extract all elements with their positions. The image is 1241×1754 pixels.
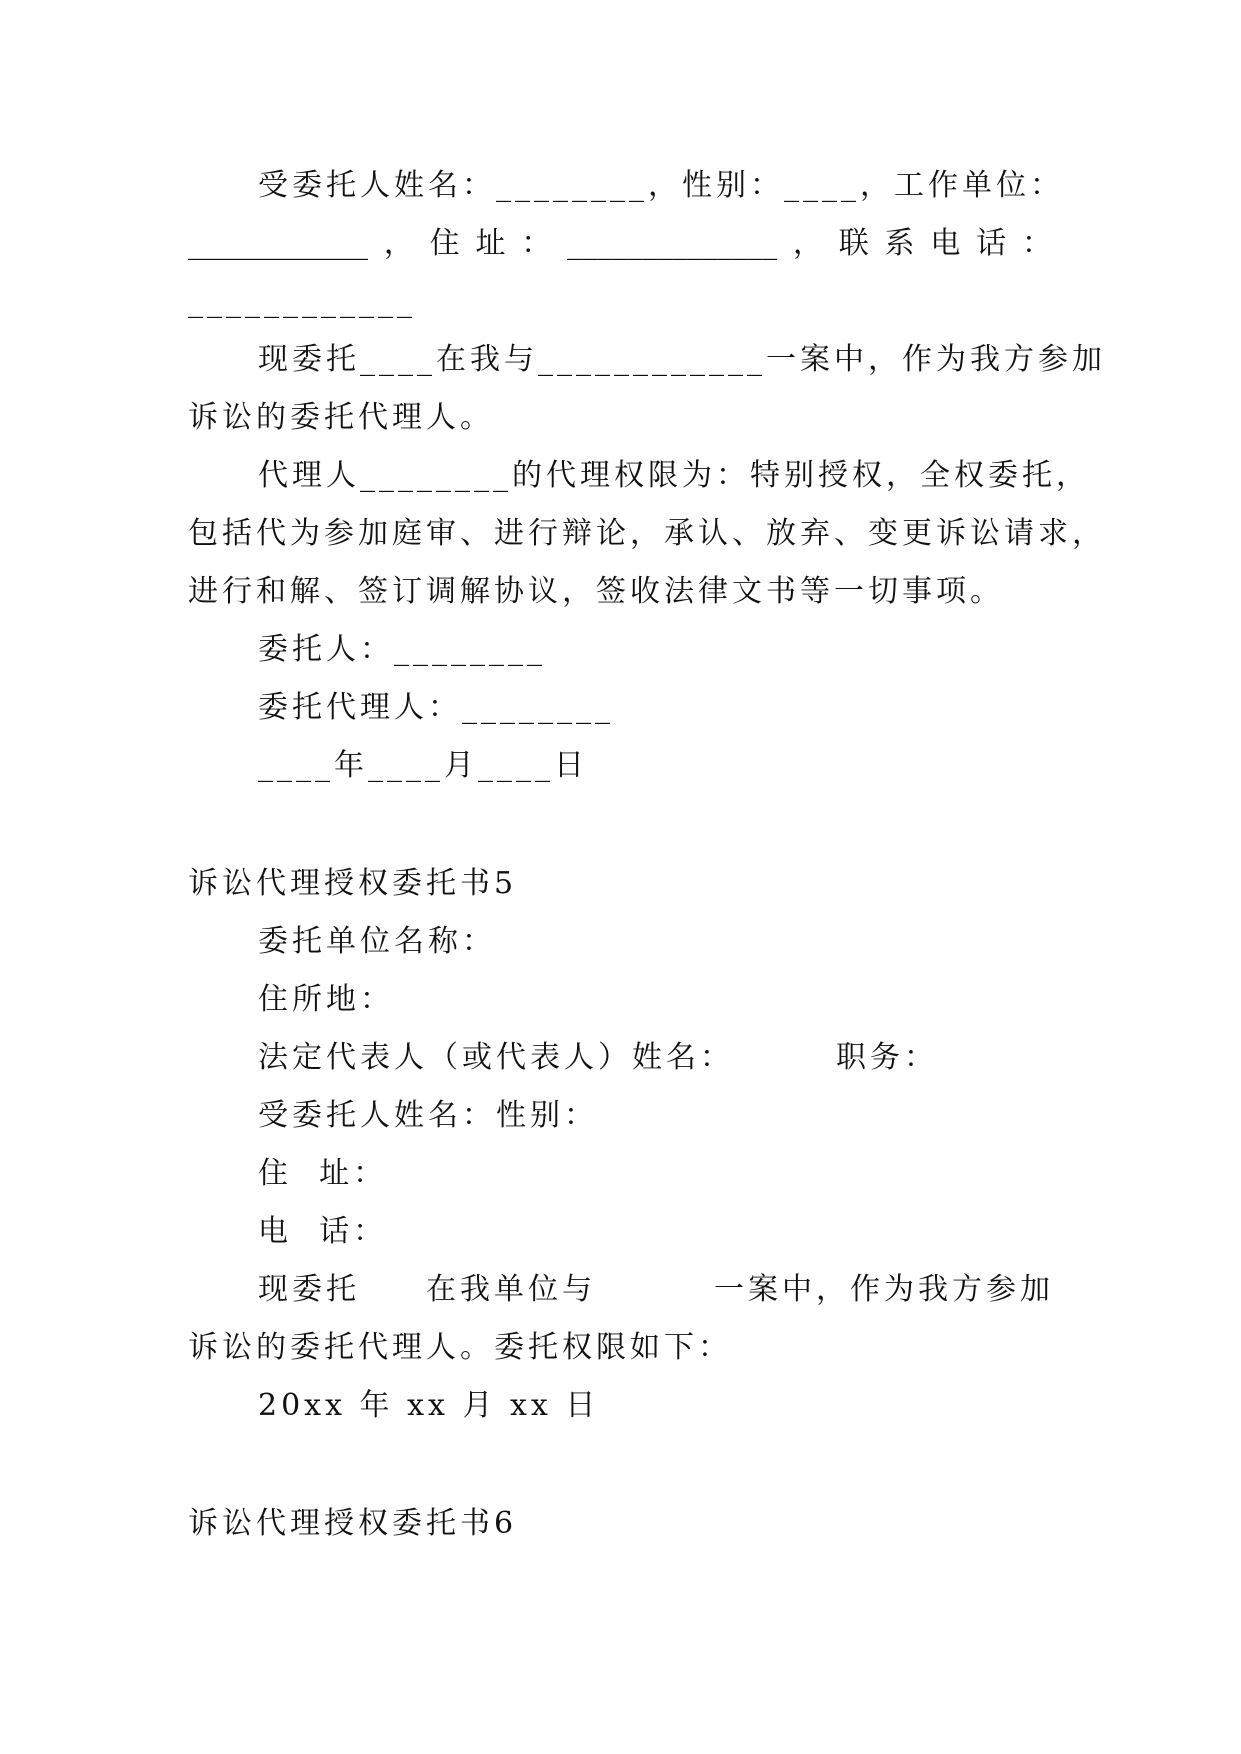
agent-line: 委托代理人：________ xyxy=(258,690,614,725)
scope-line-3: 进行和解、签订调解协议，签收法律文书等一切事项。 xyxy=(188,574,1004,609)
colon: ： xyxy=(1021,226,1052,261)
phone-char-4: 话 xyxy=(976,226,1007,261)
principal-line: 委托人：________ xyxy=(258,632,546,667)
phone-char-1: 联 xyxy=(838,226,869,261)
date-line: 20xx 年 xx 月 xx 日 xyxy=(258,1388,600,1423)
phone-char-2: 系 xyxy=(884,226,915,261)
address-char-2: 址 xyxy=(475,226,506,261)
comma: ， xyxy=(792,226,823,261)
comma: ， xyxy=(383,226,414,261)
agent-name-gender-line: 受委托人姓名：性别： xyxy=(258,1098,598,1133)
section-5-heading: 诉讼代理授权委托书5 xyxy=(188,866,518,901)
address-blank: ______________ xyxy=(567,226,778,261)
agent-address-line: 住 址： xyxy=(258,1156,388,1191)
intro-line-2 xyxy=(188,224,1052,264)
phone-char-3: 电 xyxy=(930,226,961,261)
unit-name-line: 委托单位名称： xyxy=(258,924,496,959)
phone-line: 电 话： xyxy=(258,1214,388,1249)
entrust-part-a: 现委托 xyxy=(258,1272,360,1307)
entrust-line-1: 现委托____在我与____________一案中，作为我方参加 xyxy=(258,342,1106,377)
date-blank-line: ____年____月____日 xyxy=(258,748,588,783)
colon: ： xyxy=(521,226,552,261)
intro-line-1: 受委托人姓名：________，性别：____，工作单位： xyxy=(258,168,1064,203)
entrust-part-b: 在我单位与 xyxy=(426,1272,596,1307)
entrust-part-c: 一案中，作为我方参加 xyxy=(714,1272,1054,1307)
scope-line-2: 包括代为参加庭审、进行辩论，承认、放弃、变更诉讼请求， xyxy=(188,516,1106,551)
scope-line-1: 代理人________的代理权限为：特别授权，全权委托， xyxy=(258,458,1090,493)
address-char-1: 住 xyxy=(429,226,460,261)
entrust-line-2-s5: 诉讼的委托代理人。委托权限如下： xyxy=(188,1330,732,1365)
address-line: 住所地： xyxy=(258,982,394,1017)
intro-line-3: ____________ xyxy=(188,284,416,319)
legal-rep-line: 法定代表人（或代表人）姓名： xyxy=(258,1040,734,1075)
workplace-blank: ____________ xyxy=(188,226,368,261)
position-label: 职务： xyxy=(836,1040,938,1075)
entrust-line-2: 诉讼的委托代理人。 xyxy=(188,400,494,435)
section-6-heading: 诉讼代理授权委托书6 xyxy=(188,1506,518,1541)
